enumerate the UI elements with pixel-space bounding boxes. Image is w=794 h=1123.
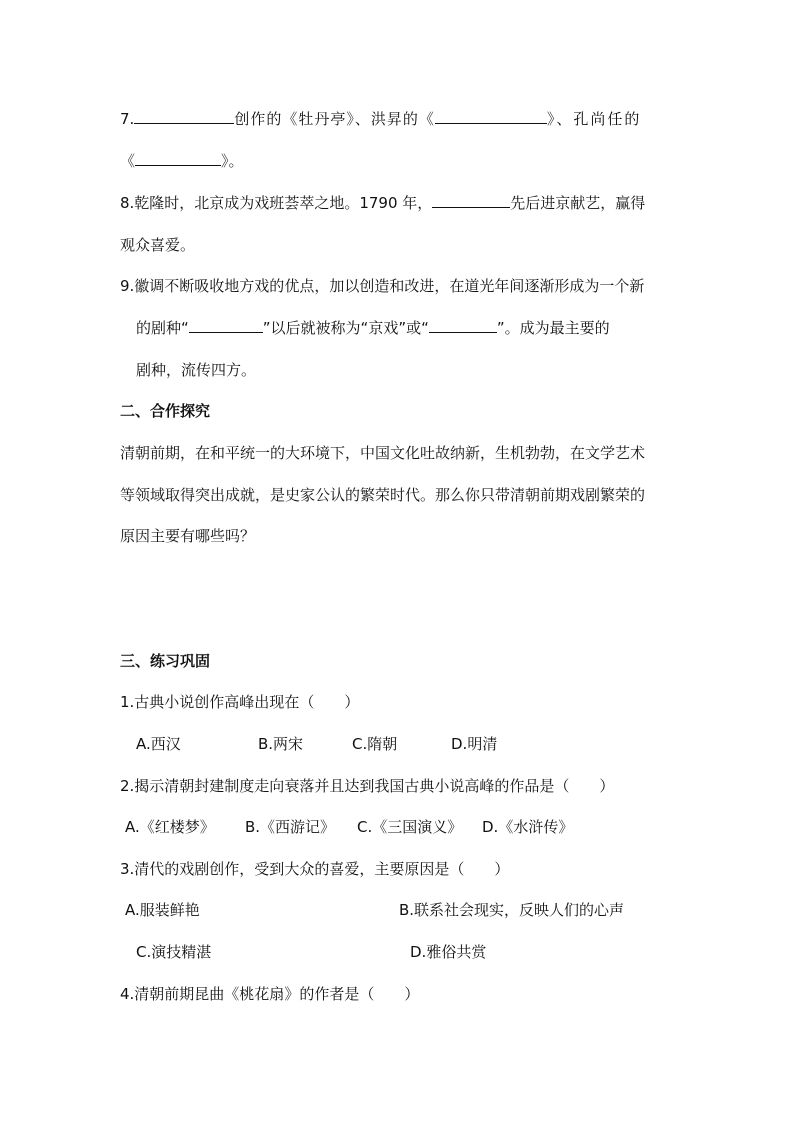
exercise-3-stem: 3.清代的戏剧创作，受到大众的喜爱，主要原因是（ ） <box>120 860 510 878</box>
exercise-1-option-b[interactable]: B.两宋 <box>258 735 304 753</box>
exercise-3-option-a[interactable]: A.服装鲜艳 <box>125 901 200 919</box>
exercise-1-stem: 1.古典小说创作高峰出现在（ ） <box>120 693 360 711</box>
question-9-text3: ”以后就被称为“京戏”或“ <box>262 319 429 337</box>
question-9-text1: 9.徽调不断吸收地方戏的优点，加以创造和改进，在道光年间逐渐形成为一个新 <box>120 277 645 295</box>
answer-blank[interactable] <box>435 109 547 124</box>
section-3-title: 三、练习巩固 <box>120 652 211 670</box>
exercise-3-option-b[interactable]: B.联系社会现实，反映人们的心声 <box>399 901 625 919</box>
question-8-text2: 先后进京献艺，赢得 <box>510 194 646 212</box>
exercise-2-option-c[interactable]: C.《三国演义》 <box>357 818 463 836</box>
question-9-line1 <box>120 276 644 296</box>
question-9-line2 <box>136 318 610 338</box>
exercise-1-option-d[interactable]: D.明清 <box>451 735 498 753</box>
exercise-1-option-a[interactable]: A.西汉 <box>136 735 181 753</box>
section-2-paragraph-line3: 原因主要有哪些吗？ <box>120 527 256 545</box>
exercise-1-option-c[interactable]: C.隋朝 <box>352 735 398 753</box>
question-7-text2: 》、孔尚任的 <box>546 110 642 128</box>
exercise-2-option-a[interactable]: A.《红楼梦》 <box>125 818 215 836</box>
exercise-4-stem: 4.清朝前期昆曲《桃花扇》的作者是（ ） <box>120 985 420 1003</box>
section-2-title: 二、合作探究 <box>120 402 211 420</box>
exercise-3-option-c[interactable]: C.演技精湛 <box>136 943 212 961</box>
question-9-text4: ”。成为最主要的 <box>496 319 610 337</box>
question-8-text1: 8.乾隆时，北京成为戏班荟萃之地。1790 年， <box>120 194 433 212</box>
answer-blank[interactable] <box>429 318 497 333</box>
question-8-line1 <box>120 193 645 213</box>
section-2-paragraph-line2: 等领域取得突出成就，是史家公认的繁荣时代。那么你只带清朝前期戏剧繁荣的 <box>120 486 646 504</box>
section-2-paragraph-line1: 清朝前期，在和平统一的大环境下，中国文化吐故纳新，生机勃勃，在文学艺术 <box>120 444 646 462</box>
question-8-line2 <box>120 235 195 255</box>
answer-blank[interactable] <box>432 193 510 208</box>
question-8-text3: 观众喜爱。 <box>120 236 196 254</box>
answer-blank[interactable] <box>134 109 234 124</box>
exercise-3-option-d[interactable]: D.雅俗共赏 <box>410 943 487 961</box>
question-7-text3: 《 <box>120 152 136 170</box>
question-7-text1: 创作的《牡丹亭》、洪昇的《 <box>234 110 435 128</box>
question-7-text4: 》。 <box>221 152 244 170</box>
question-9-line3 <box>136 360 256 380</box>
exercise-2-option-d[interactable]: D.《水浒传》 <box>482 818 574 836</box>
answer-blank[interactable] <box>189 318 263 333</box>
exercise-2-stem: 2.揭示清朝封建制度走向衰落并且达到我国古典小说高峰的作品是（ ） <box>120 777 615 795</box>
question-9-text5: 剧种，流传四方。 <box>136 361 257 379</box>
exercise-2-option-b[interactable]: B.《西游记》 <box>245 818 336 836</box>
question-9-text2: 的剧种“ <box>136 319 189 337</box>
question-7-line1 <box>120 109 641 129</box>
question-7-line2 <box>120 151 244 171</box>
answer-blank[interactable] <box>135 151 221 166</box>
question-7-number: 7. <box>120 110 135 128</box>
